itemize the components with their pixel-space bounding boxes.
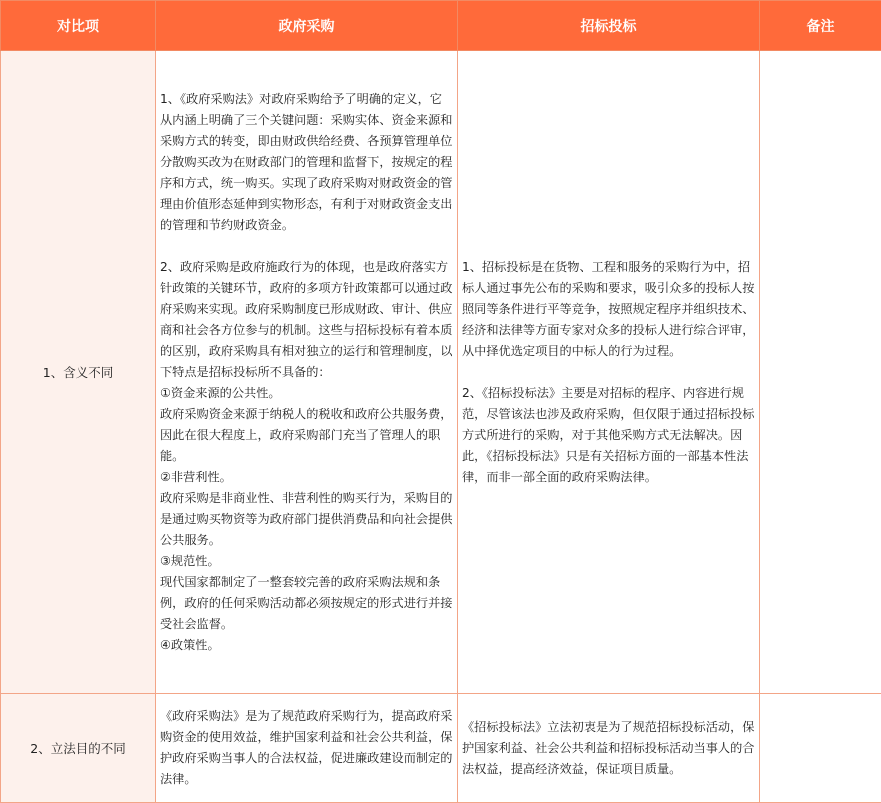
remarks-cell (760, 694, 881, 803)
government-procurement-cell (156, 51, 458, 694)
bid-definition-paragraph: 1、招标投标是在货物、工程和服务的采购行为中，招标人通过事先公布的采购和要求，吸引众多的投标人按照同等条件进行平等竞争，按照规定程序并组织技术、经济和法律等方面专家对众多的投标人进行综合评审，从中择优选定项目的中标人的行为过程。 (462, 257, 755, 362)
gov-purpose-paragraph: 《政府采购法》是为了规范政府采购行为，提高政府采购资金的使用效益，维护国家利益和社会公共利益，保护政府采购当事人的合法权益，促进廉政建设而制定的法律。 (160, 706, 453, 790)
bid-purpose-paragraph: 《招标投标法》立法初衷是为了规范招标投标活动，保护国家利益、社会公共利益和招标投标活动当事人的合法权益，提高经济效益，保证项目质量。 (462, 717, 755, 780)
gov-policy-paragraph: 2、政府采购是政府施政行为的体现，也是政府落实方针政策的关键环节，政府的多项方针政策都可以通过政府采购来实现。政府采购制度已形成财政、审计、供应商和社会各方位参与的机制。这些与招标投标有着本质的区别，政府采购具有相对独立的运行和管理制度，以下特点是招标投标所不具备的： (160, 257, 453, 383)
bid-law-scope-paragraph: 2、《招标投标法》主要是对招标的程序、内容进行规范，尽管该法也涉及政府采购，但仅限于通过招标投标方式所进行的采购，对于其他采购方式无法解决。因此，《招标投标法》只是有关招标方面的一部基本性法律，而非一部全面的政府采购法律。 (462, 383, 755, 488)
paragraph-gap (462, 362, 755, 383)
paragraph-gap (160, 236, 453, 257)
header-bidding: 招标投标 (458, 1, 760, 51)
table-row (1, 694, 881, 803)
feature-2-text: 政府采购是非商业性、非营利性的购买行为，采购目的是通过购买物资等为政府部门提供消费品和向社会提供公共服务。 (160, 488, 453, 551)
bidding-cell (458, 694, 760, 803)
bidding-cell (458, 51, 760, 694)
header-row (1, 1, 881, 51)
feature-1-title: ①资金来源的公共性。 (160, 383, 453, 404)
feature-4-title: ④政策性。 (160, 635, 453, 656)
header-remarks: 备注 (760, 1, 881, 51)
feature-3-text: 现代国家都制定了一整套较完善的政府采购法规和条例，政府的任何采购活动都必须按规定的形式进行并接受社会监督。 (160, 572, 453, 635)
government-procurement-cell (156, 694, 458, 803)
feature-3-title: ③规范性。 (160, 551, 453, 572)
gov-definition-paragraph: 1、《政府采购法》对政府采购给予了明确的定义，它从内涵上明确了三个关键问题：采购实体、资金来源和采购方式的转变，即由财政供给经费、各预算管理单位分散购买改为在财政部门的管理和监督下，按规定的程序和方式，统一购买。实现了政府采购对财政资金的管理由价值形态延伸到实物形态，有利于对财政资金支出的管理和节约财政资金。 (160, 89, 453, 236)
feature-2-title: ②非营利性。 (160, 467, 453, 488)
table-body (1, 51, 881, 803)
table-header (1, 1, 881, 51)
row-label: 2、立法目的不同 (1, 694, 156, 803)
row-label: 1、含义不同 (1, 51, 156, 694)
header-government-procurement: 政府采购 (156, 1, 458, 51)
table-row (1, 51, 881, 694)
header-comparison-item: 对比项 (1, 1, 156, 51)
feature-1-text: 政府采购资金来源于纳税人的税收和政府公共服务费，因此在很大程度上，政府采购部门充当了管理人的职能。 (160, 404, 453, 467)
remarks-cell (760, 51, 881, 694)
